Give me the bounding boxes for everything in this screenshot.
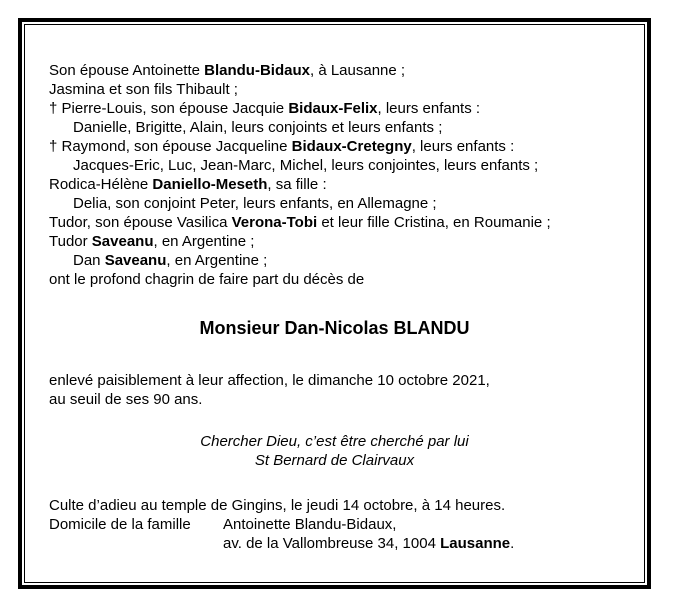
domicile-line xyxy=(49,515,620,534)
family-line: Jasmina et son fils Thibault ; xyxy=(49,81,238,98)
death-details xyxy=(49,371,620,409)
family-line: Danielle, Brigitte, Alain, leurs conjoints et leurs enfants ; xyxy=(73,119,443,136)
family-line: Son épouse Antoinette Blandu-Bidaux, à Lausanne ; xyxy=(49,62,406,79)
quote-text: Chercher Dieu, c’est être cherché par lui xyxy=(200,433,469,450)
family-line: Rodica-Hélène Daniello-Meseth, sa fille : xyxy=(49,176,327,193)
family-line: † Raymond, son épouse Jacqueline Bidaux-Cretegny, leurs enfants : xyxy=(49,138,515,155)
family-line: Tudor, son épouse Vasilica Verona-Tobi et leur fille Cristina, en Roumanie ; xyxy=(49,214,551,231)
family-line: Delia, son conjoint Peter, leurs enfants, en Allemagne ; xyxy=(73,195,437,212)
death-details-line: enlevé paisiblement à leur affection, le dimanche 10 octobre 2021, xyxy=(49,372,490,389)
family-line: Tudor Saveanu, en Argentine ; xyxy=(49,233,255,250)
domicile-label: Domicile de la famille xyxy=(49,516,191,533)
ceremony-details xyxy=(49,496,620,553)
quote xyxy=(49,432,620,470)
domicile-address-2: av. de la Vallombreuse 34, 1004 Lausanne. xyxy=(223,535,515,552)
family-line: Dan Saveanu, en Argentine ; xyxy=(73,252,268,269)
notice-outer-frame xyxy=(18,18,651,589)
family-list xyxy=(49,61,620,289)
announcement-line: ont le profond chagrin de faire part du décès de xyxy=(49,271,365,288)
domicile-address-1: Antoinette Blandu-Bidaux, xyxy=(223,516,397,533)
family-line: Jacques-Eric, Luc, Jean-Marc, Michel, leurs conjointes, leurs enfants ; xyxy=(73,157,539,174)
quote-attribution: St Bernard de Clairvaux xyxy=(254,452,415,469)
ceremony-line: Culte d’adieu au temple de Gingins, le jeudi 14 octobre, à 14 heures. xyxy=(49,497,506,514)
domicile-label-spacer xyxy=(49,534,223,553)
domicile-line xyxy=(49,534,620,553)
deceased-name: Monsieur Dan-Nicolas BLANDU xyxy=(199,318,470,338)
notice-inner-frame xyxy=(24,24,645,583)
family-line: † Pierre-Louis, son épouse Jacquie Bidaux-Felix, leurs enfants : xyxy=(49,100,481,117)
death-details-line: au seuil de ses 90 ans. xyxy=(49,391,203,408)
